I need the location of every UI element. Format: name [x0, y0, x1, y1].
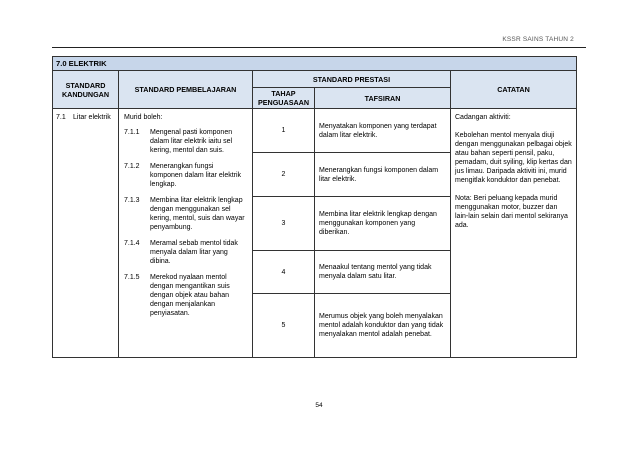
list-item: [124, 128, 247, 155]
header-standard-pembelajaran: STANDARD PEMBELAJARAN: [119, 71, 253, 109]
pembelajaran-code: 7.1.3: [124, 197, 140, 204]
pembelajaran-code: 7.1.4: [124, 240, 140, 247]
header-tafsiran: TAFSIRAN: [315, 88, 451, 109]
pembelajaran-intro: Murid boleh:: [124, 114, 163, 121]
tafsiran-text: Menerangkan fungsi komponen dalam litar elektrik.: [315, 153, 451, 197]
list-item: [124, 239, 247, 266]
page-number: 54: [315, 402, 323, 409]
header-row-1: [53, 71, 577, 88]
pembelajaran-code: 7.1.1: [124, 129, 140, 136]
tahap-level: 2: [253, 153, 315, 197]
tahap-level: 4: [253, 251, 315, 294]
pembelajaran-code: 7.1.5: [124, 274, 140, 281]
list-item: [124, 273, 247, 318]
section-title-row: [53, 57, 577, 71]
pembelajaran-text: Mengenal pasti komponen dalam litar elektrik iaitu sel kering, mentol dan suis.: [150, 129, 233, 154]
catatan-cell: [451, 109, 577, 358]
header-standard-kandungan: STANDARD KANDUNGAN: [53, 71, 119, 109]
pembelajaran-text: Menerangkan fungsi komponen dalam litar elektrik lengkap.: [150, 163, 242, 188]
pembelajaran-code: 7.1.2: [124, 163, 140, 170]
tafsiran-text: Merumus objek yang boleh menyalakan mentol adalah konduktor dan yang tidak menyalakan mentol adalah penebat.: [315, 294, 451, 358]
tafsiran-text: Membina litar elektrik lengkap dengan menggunakan komponen yang diberikan.: [315, 197, 451, 251]
standard-kandungan-name: Litar elektrik: [73, 114, 111, 121]
standard-pembelajaran-cell: [119, 109, 253, 358]
syllabus-table: [52, 56, 577, 358]
tafsiran-text: Menaakul tentang mentol yang tidak menyala dalam satu litar.: [315, 251, 451, 294]
pembelajaran-text: Merekod nyalaan mentol dengan mengantikan suis dengan objek atau bahan dengan menjalankan penyiasatan.: [150, 274, 230, 317]
header-catatan: CATATAN: [451, 71, 577, 109]
list-item: [124, 196, 247, 232]
standard-kandungan-cell: [53, 109, 119, 358]
pembelajaran-text: Membina litar elektrik lengkap dengan menggunakan sel kering, mentol, suis dan wayar penyambung.: [150, 197, 245, 231]
header-rule: [52, 47, 586, 48]
tafsiran-text: Menyatakan komponen yang terdapat dalam litar elektrik.: [315, 109, 451, 153]
section-title: 7.0 ELEKTRIK: [53, 57, 577, 71]
catatan-aktiviti: Kebolehan mentol menyala diuji dengan menggunakan pelbagai objek atau bahan seperti pensil, paku, pemadam, duit syiling, klip kertas dan jus limau. Daripada aktiviti ini, murid mengitlak konduktor dan penebat.: [455, 132, 572, 184]
standard-kandungan-code: 7.1: [56, 114, 66, 121]
table-row: [53, 109, 577, 153]
tahap-level: 5: [253, 294, 315, 358]
header-tahap-penguasaan: TAHAP PENGUASAAN: [253, 88, 315, 109]
pembelajaran-text: Meramal sebab mentol tidak menyala dalam litar yang dibina.: [150, 240, 238, 265]
header-standard-prestasi: STANDARD PRESTASI: [253, 71, 451, 88]
list-item: [124, 162, 247, 189]
tahap-level: 3: [253, 197, 315, 251]
catatan-cadangan: Cadangan aktiviti:: [455, 114, 511, 121]
tahap-level: 1: [253, 109, 315, 153]
running-header-title: KSSR SAINS TAHUN 2: [502, 36, 574, 43]
catatan-nota: Nota: Beri peluang kepada murid menggunakan motor, buzzer dan lain-lain selain dari mentol sekiranya ada.: [455, 195, 568, 229]
